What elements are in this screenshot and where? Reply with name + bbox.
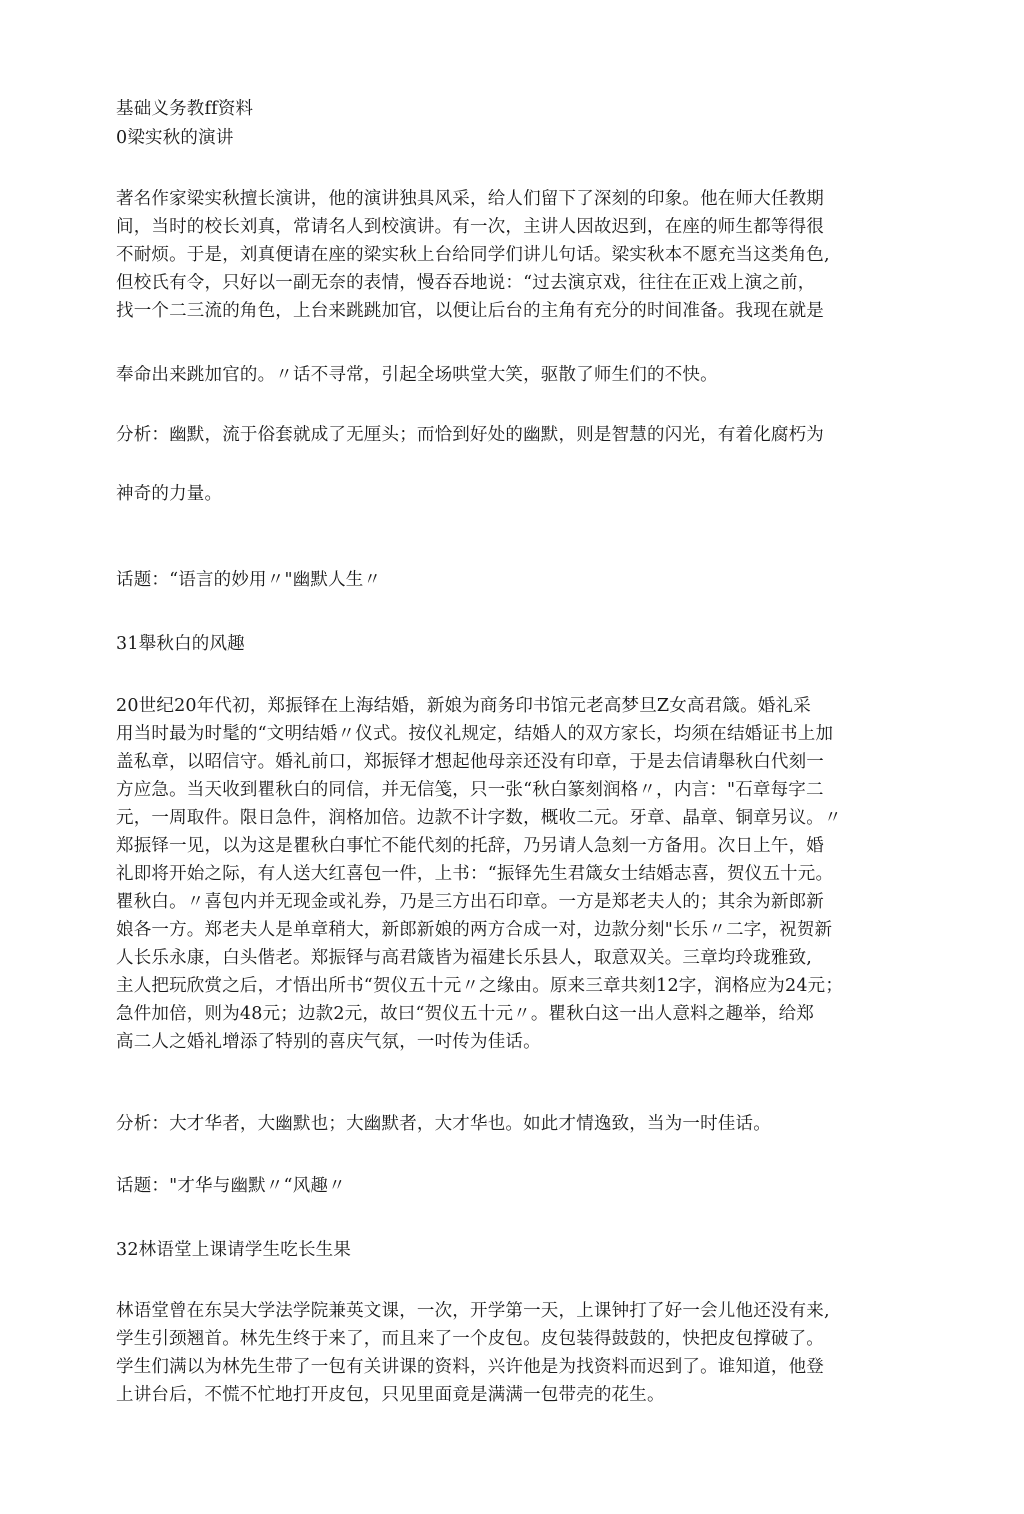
story-title: 31舉秋白的风趣 — [116, 634, 245, 654]
analysis-text: 神奇的力量。 — [116, 484, 223, 504]
analysis-text: 分析：大才华者，大幽默也；大幽默者，大才华也。如此才情逸致，当为一时佳话。 — [116, 1114, 771, 1134]
story-paragraph: 20世纪20年代初，郑振铎在上海结婚，新娘为商务印书馆元老高梦旦Z女高君箴。婚礼采 用当时最为时髦的“文明结婚〃仪式。按仪礼规定，结婚人的双方家长，均须在结婚证书上加 盖私章，以昭信守。婚礼前口，郑振铎才想起他母亲还没有印章，于是去信请舉秋白代刻一 方应急。当天收到瞿秋白的同信，并无信笺，只一张“秋白篆刻润格〃，内言："石章每字二 元，一周取件。限日急件，润格加倍。边款不计字数，概收二元。牙章、晶章、铜章另议。〃 郑振铎一见，以为这是瞿秋白事忙不能代刻的托辞，乃另请人急刻一方备用。次日上午，婚 礼即将开始之际，有人送大红喜包一件，上书：“振铎先生君箴女士结婚志喜，贺仪五十元。 瞿秋白。〃喜包内并无现金或礼券，乃是三方出石印章。一方是郑老夫人的；其余为新郎新 娘各一方。郑老夫人是单章稍大，新郎新娘的两方合成一对，边款分刻"长乐〃二字，祝贺新 人长乐永康，白头偕老。郑振铎与高君箴皆为福建长乐县人，取意双关。三章均玲珑雅致, 主人把玩欣赏之后，才悟出所书“贺仪五十元〃之缘由。原来三章共刻12字，润格应为24元； 急件加倍，则为48元；边款2元，故曰“贺仪五十元〃。瞿秋白这一出人意料之趣举，给郑 高二人之婚礼增添了特别的喜庆气氛，一吋传为佳话。 — [116, 696, 844, 1052]
story-paragraph: 奉命出来跳加官的。〃话不寻常，引起全场哄堂大笑，驱散了师生们的不快。 — [116, 365, 718, 385]
story-paragraph: 林语堂曾在东吴大学法学院兼英文课，一次，开学第一天，上课钟打了好一会儿他还没有来, 学生引颈翘首。林先生终于来了，而且来了一个皮包。皮包装得鼓鼓的，快把皮包撑破了。 学生们满以为林先生带了一包有关讲课的资料，兴许他是为找资料而迟到了。谁知道，他登 上讲台后，不慌不忙地打开皮包，只见里面竟是满满一包带壳的花生。 — [116, 1301, 830, 1405]
topic-text: 话题："才华与幽默〃“风趣〃 — [116, 1176, 346, 1196]
analysis-text: 分析：幽默，流于俗套就成了无厘头；而恰到好处的幽默，则是智慧的闪光，有着化腐朽为 — [116, 425, 824, 445]
topic-text: 话题：“语言的妙用〃"幽默人生〃 — [116, 570, 382, 590]
story-paragraph: 著名作家梁实秋擅长演讲，他的演讲独具风采，给人们留下了深刻的印象。他在师大任教期 间，当时的校长刘真，常请名人到校演讲。有一次，主讲人因故迟到，在座的师生都等得很 不耐烦。于是，刘真便请在座的梁实秋上台给同学们讲儿句话。梁实秋本不愿充当这类角色, 但校氏有令，只好以一副无奈的表情，慢吞吞地说：“过去演京戏，往往在正戏上演之前， 找一个二三流的角色，上台来跳跳加官，以便让后台的主角有充分的时间准备。我现在就是 — [116, 189, 830, 321]
header-source: 基础义务教ff资料 — [116, 99, 254, 119]
story-title: 32林语堂上课请学生吃长生果 — [116, 1240, 352, 1260]
story-title: 0梁实秋的演讲 — [116, 128, 234, 148]
